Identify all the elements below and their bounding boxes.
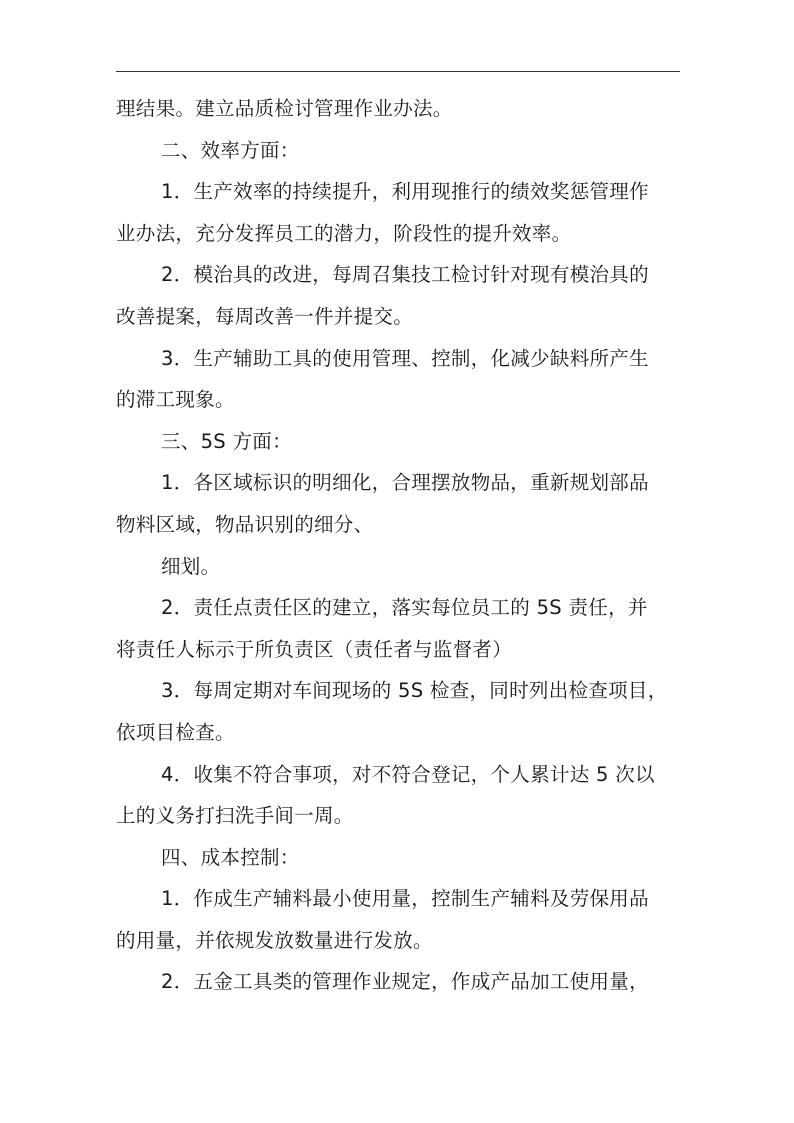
text-line-11: 物料区域，物品识别的细分、 bbox=[116, 512, 374, 536]
text-line-4: 业办法，充分发挥员工的潜力，阶段性的提升效率。 bbox=[116, 221, 572, 245]
section-heading-cost-control: 四、成本控制： bbox=[161, 845, 300, 869]
text-line-16: 依项目检查。 bbox=[116, 720, 235, 744]
text-line-20: 1．作成生产辅料最小使用量，控制生产辅料及劳保用品 bbox=[161, 887, 649, 911]
header-rule bbox=[116, 71, 680, 72]
text-line-1: 理结果。建立品质检讨管理作业办法。 bbox=[116, 97, 453, 120]
text-line-17: 4．收集不符合事项，对不符合登记，个人累计达 5 次以 bbox=[161, 762, 655, 786]
text-line-7: 3．生产辅助工具的使用管理、控制，化减少缺料所产生 bbox=[161, 346, 649, 370]
text-line-14: 将责任人标示于所负责区（责任者与监督者） bbox=[116, 637, 513, 661]
text-line-13: 2．责任点责任区的建立，落实每位员工的 5S 责任，并 bbox=[161, 596, 648, 620]
text-line-12: 细划。 bbox=[161, 554, 221, 578]
text-line-18: 上的义务打扫洗手间一周。 bbox=[116, 804, 354, 828]
section-heading-efficiency: 二、效率方面： bbox=[161, 138, 300, 162]
text-line-10: 1．各区域标识的明细化，合理摆放物品，重新规划部品 bbox=[161, 471, 649, 495]
text-line-8: 的滞工现象。 bbox=[116, 388, 235, 412]
text-line-3: 1．生产效率的持续提升，利用现推行的绩效奖惩管理作 bbox=[161, 180, 649, 204]
document-body bbox=[116, 88, 680, 1003]
text-line-5: 2．模治具的改进，每周召集技工检讨针对现有模治具的 bbox=[161, 263, 649, 287]
text-line-6: 改善提案，每周改善一件并提交。 bbox=[116, 304, 414, 328]
text-line-15: 3．每周定期对车间现场的 5S 检查，同时列出检查项目， bbox=[161, 679, 668, 703]
text-line-22: 2．五金工具类的管理作业规定，作成产品加工使用量， bbox=[161, 970, 649, 994]
section-heading-5s: 三、5S 方面： bbox=[161, 429, 292, 453]
text-line-21: 的用量，并依规发放数量进行发放。 bbox=[116, 928, 433, 952]
